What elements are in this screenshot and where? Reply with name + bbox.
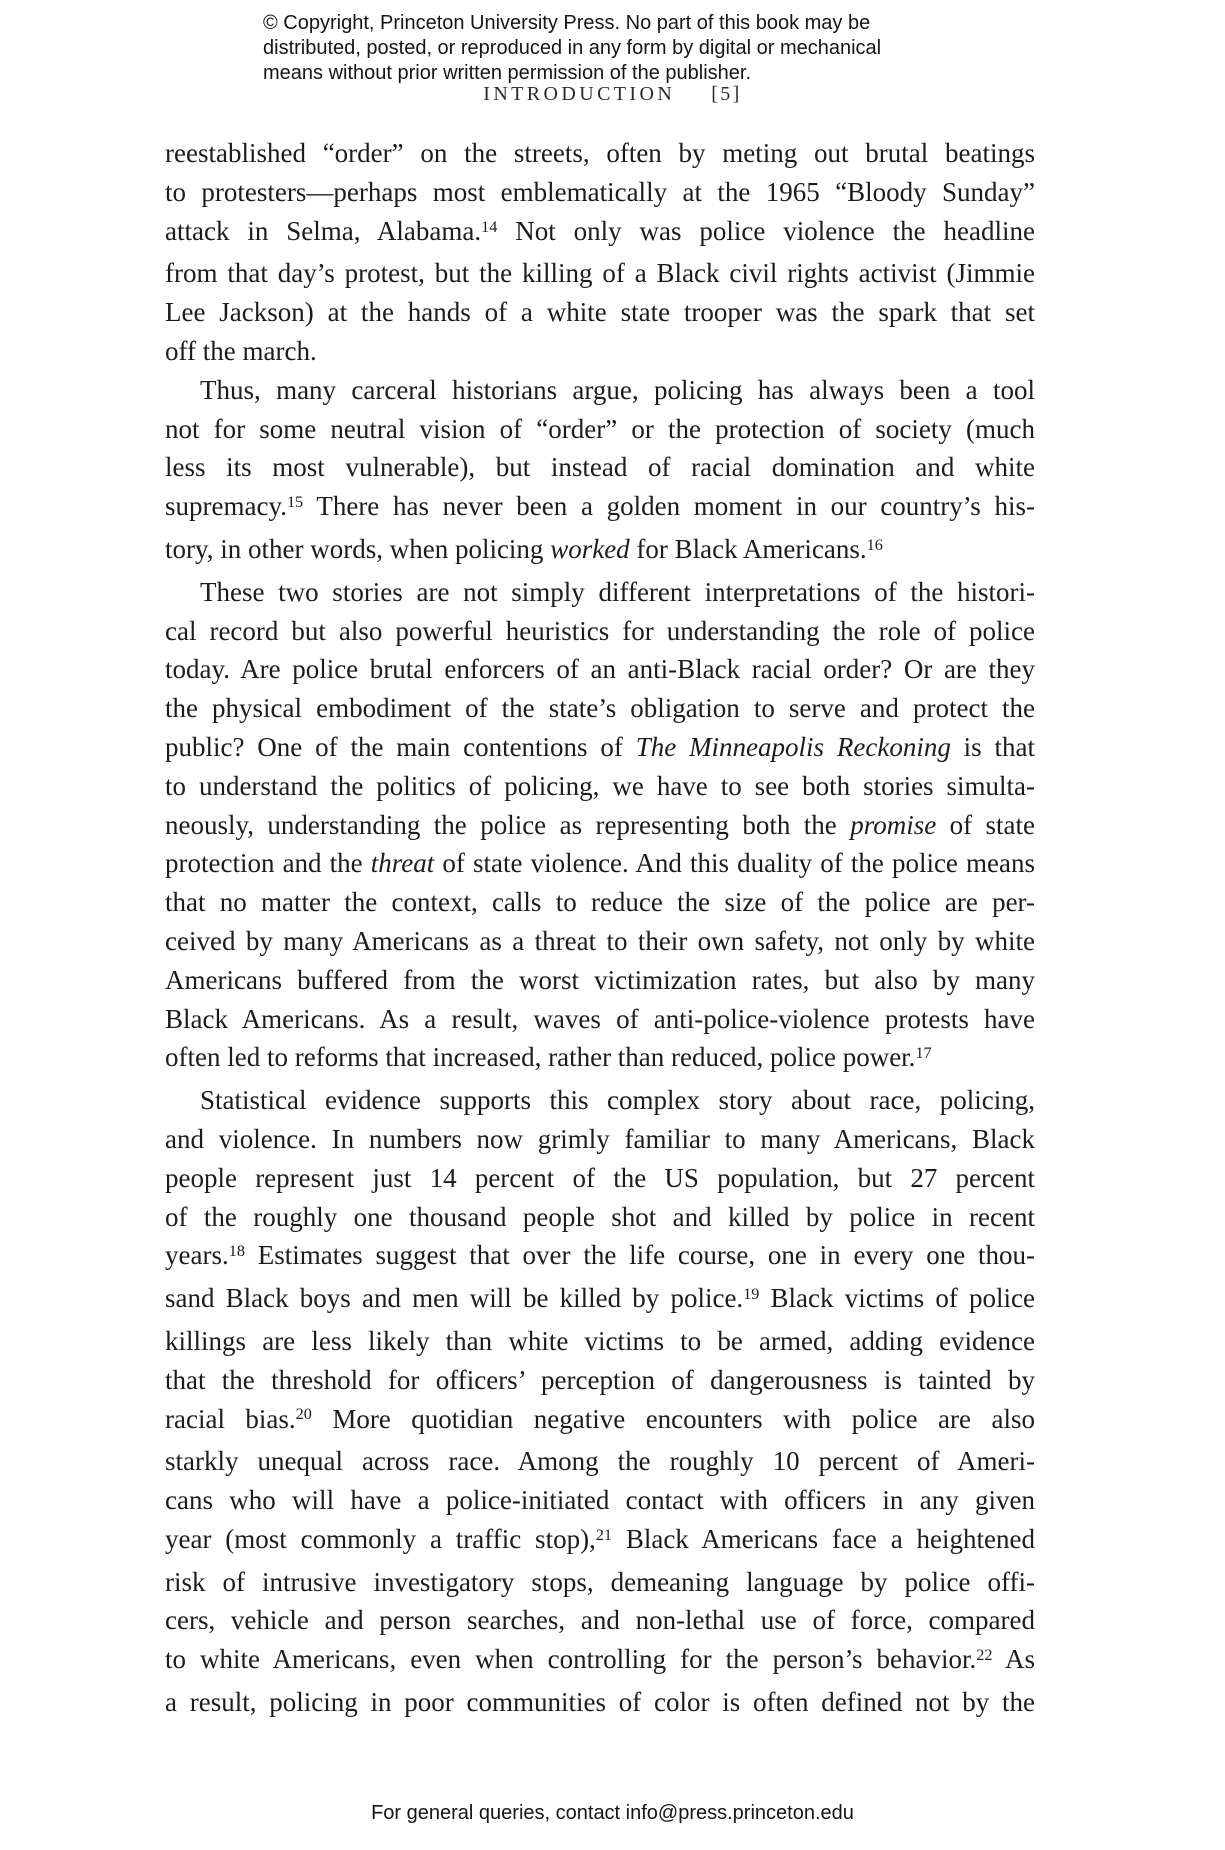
footnote-ref: 19 bbox=[743, 1285, 760, 1304]
text-line bbox=[165, 1442, 1035, 1481]
text-line bbox=[165, 1640, 1035, 1683]
text-run: cers, vehicle and person searches, and non-lethal use of force, compared bbox=[165, 1605, 1035, 1636]
text-line bbox=[165, 1279, 1035, 1322]
text-line bbox=[165, 1120, 1035, 1159]
text-run: less its most vulnerable), but instead of racial domination and white bbox=[165, 452, 1035, 483]
text-run: Black Americans. As a result, waves of anti-police-violence protests have bbox=[165, 1003, 1035, 1034]
text-run: killings are less likely than white victims to be armed, adding evidence bbox=[165, 1325, 1035, 1356]
footnote-ref: 18 bbox=[228, 1242, 245, 1261]
text-line bbox=[165, 410, 1035, 449]
text-run: There has never been a golden moment in our country’s his- bbox=[303, 491, 1035, 522]
text-run: More quotidian negative encounters with police are also bbox=[311, 1403, 1035, 1434]
text-line bbox=[165, 922, 1035, 961]
text-run: of state violence. And this duality of the police means bbox=[434, 848, 1036, 879]
text-line bbox=[165, 650, 1035, 689]
text-run: a result, policing in poor communities of color is often defined not by the bbox=[165, 1687, 1035, 1718]
copyright-line: means without prior written permission of the publisher. bbox=[263, 62, 752, 84]
footnote-ref: 16 bbox=[866, 535, 883, 554]
copyright-notice bbox=[263, 11, 881, 86]
text-run: neously, understanding the police as representing both the bbox=[165, 809, 851, 840]
text-run: risk of intrusive investigatory stops, demeaning language by police offi- bbox=[165, 1566, 1035, 1597]
footnote-ref: 15 bbox=[286, 493, 304, 512]
text-run: starkly unequal across race. Among the roughly 10 percent of Ameri- bbox=[165, 1446, 1035, 1477]
text-run: The Minneapolis Reckoning bbox=[635, 731, 951, 762]
text-run: reestablished “order” on the streets, often by meting out brutal beatings bbox=[165, 138, 1035, 168]
text-line bbox=[165, 293, 1035, 332]
text-line bbox=[165, 844, 1035, 883]
text-line bbox=[165, 173, 1035, 212]
text-run: cans who will have a police-initiated contact with officers in any given bbox=[165, 1485, 1035, 1516]
text-line bbox=[165, 1000, 1035, 1039]
text-line bbox=[165, 254, 1035, 293]
paragraph bbox=[165, 371, 1035, 573]
text-run: tory, in other words, when policing bbox=[165, 533, 551, 564]
text-line bbox=[165, 134, 1035, 173]
text-run: supremacy. bbox=[165, 491, 287, 522]
text-run: of state bbox=[936, 809, 1035, 840]
text-line bbox=[165, 1683, 1035, 1722]
text-run: Americans buffered from the worst victimization rates, but also by many bbox=[165, 964, 1035, 995]
text-line bbox=[165, 448, 1035, 487]
text-run: not for some neutral vision of “order” or the protection of society (much bbox=[165, 413, 1035, 444]
text-run: that no matter the context, calls to reduce the size of the police are per- bbox=[165, 887, 1035, 918]
text-run: Not only was police violence the headline bbox=[497, 215, 1036, 246]
text-line bbox=[165, 332, 1035, 371]
paragraph bbox=[165, 573, 1035, 1081]
paragraph bbox=[165, 134, 1035, 371]
text-run: for Black Americans. bbox=[629, 533, 867, 564]
text-line bbox=[165, 1198, 1035, 1237]
text-line bbox=[165, 1159, 1035, 1198]
footer-contact: For general queries, contact info@press.princeton.edu bbox=[371, 1802, 854, 1824]
text-run: Black victims of police bbox=[759, 1283, 1035, 1314]
text-run: the physical embodiment of the state’s obligation to serve and protect the bbox=[165, 693, 1035, 724]
text-run: years. bbox=[165, 1240, 229, 1271]
text-run: is that bbox=[950, 731, 1036, 762]
text-run: cal record but also powerful heuristics for understanding the role of police bbox=[165, 615, 1035, 646]
text-run: today. Are police brutal enforcers of an anti-Black racial order? Or are they bbox=[165, 654, 1035, 685]
text-line bbox=[165, 1322, 1035, 1361]
text-run: often led to reforms that increased, rather than reduced, police power. bbox=[165, 1042, 916, 1073]
body-text bbox=[165, 134, 1035, 1722]
text-line bbox=[165, 728, 1035, 767]
text-run: to white Americans, even when controlling for the person’s behavior. bbox=[165, 1644, 977, 1675]
footnote-ref: 22 bbox=[976, 1646, 993, 1665]
copyright-line: © Copyright, Princeton University Press. No part of this book may be bbox=[263, 12, 871, 34]
text-run: Estimates suggest that over the life course, one in every one thou- bbox=[244, 1240, 1035, 1271]
text-run: Lee Jackson) at the hands of a white state trooper was the spark that set bbox=[165, 297, 1035, 328]
text-line bbox=[165, 689, 1035, 728]
text-run: Thus, many carceral historians argue, policing has always been a tool bbox=[200, 374, 1035, 405]
text-run: Statistical evidence supports this complex story about race, policing, bbox=[200, 1085, 1035, 1116]
text-run: and violence. In numbers now grimly familiar to many Americans, Black bbox=[165, 1123, 1035, 1154]
text-line bbox=[165, 1520, 1035, 1563]
text-line bbox=[165, 212, 1035, 255]
text-line bbox=[165, 961, 1035, 1000]
text-line bbox=[165, 806, 1035, 845]
text-run: year (most commonly a traffic stop), bbox=[165, 1523, 596, 1554]
text-run: worked bbox=[550, 533, 630, 564]
text-line bbox=[165, 1601, 1035, 1640]
text-run: promise bbox=[850, 809, 937, 840]
text-line bbox=[165, 530, 1035, 573]
text-line bbox=[165, 573, 1035, 612]
text-run: As bbox=[992, 1644, 1035, 1675]
paragraph bbox=[165, 1081, 1035, 1722]
text-line bbox=[165, 1038, 1035, 1081]
text-run: racial bias. bbox=[165, 1403, 296, 1434]
text-run: from that day’s protest, but the killing of a Black civil rights activist (Jimmie bbox=[165, 258, 1035, 289]
footnote-ref: 14 bbox=[481, 217, 498, 236]
text-line bbox=[165, 612, 1035, 651]
text-run: to understand the politics of policing, we have to see both stories simulta- bbox=[165, 770, 1035, 801]
text-run: of the roughly one thousand people shot and killed by police in recent bbox=[165, 1201, 1035, 1232]
text-run: public? One of the main contentions of bbox=[165, 731, 636, 762]
text-run: people represent just 14 percent of the US population, but 27 percent bbox=[165, 1162, 1035, 1193]
text-line bbox=[165, 371, 1035, 410]
text-line bbox=[165, 1236, 1035, 1279]
text-run: These two stories are not simply different interpretations of the histori- bbox=[200, 576, 1035, 607]
text-run: that the threshold for officers’ perception of dangerousness is tainted by bbox=[165, 1364, 1035, 1395]
chapter-title: INTRODUCTION bbox=[483, 83, 676, 105]
text-line bbox=[165, 1361, 1035, 1400]
text-run: off the march. bbox=[165, 335, 317, 366]
text-run: threat bbox=[370, 848, 435, 879]
footnote-ref: 21 bbox=[595, 1525, 612, 1544]
text-run: sand Black boys and men will be killed by police. bbox=[165, 1283, 744, 1314]
text-run: protection and the bbox=[165, 848, 371, 879]
running-head bbox=[0, 83, 1225, 106]
footnote-ref: 17 bbox=[915, 1044, 932, 1063]
text-run: attack in Selma, Alabama. bbox=[165, 215, 482, 246]
text-line bbox=[165, 883, 1035, 922]
text-run: ceived by many Americans as a threat to their own safety, not only by white bbox=[165, 925, 1035, 956]
text-line bbox=[165, 487, 1035, 530]
footnote-ref: 20 bbox=[295, 1405, 312, 1424]
copyright-line: distributed, posted, or reproduced in any form by digital or mechanical bbox=[263, 37, 882, 59]
text-line bbox=[165, 1081, 1035, 1120]
text-line bbox=[165, 767, 1035, 806]
text-line bbox=[165, 1481, 1035, 1520]
text-line bbox=[165, 1400, 1035, 1443]
text-run: Black Americans face a heightened bbox=[612, 1523, 1035, 1554]
text-run: to protesters—perhaps most emblematically at the 1965 “Bloody Sunday” bbox=[165, 176, 1035, 207]
page-number: [5] bbox=[711, 83, 742, 105]
text-line bbox=[165, 1563, 1035, 1602]
